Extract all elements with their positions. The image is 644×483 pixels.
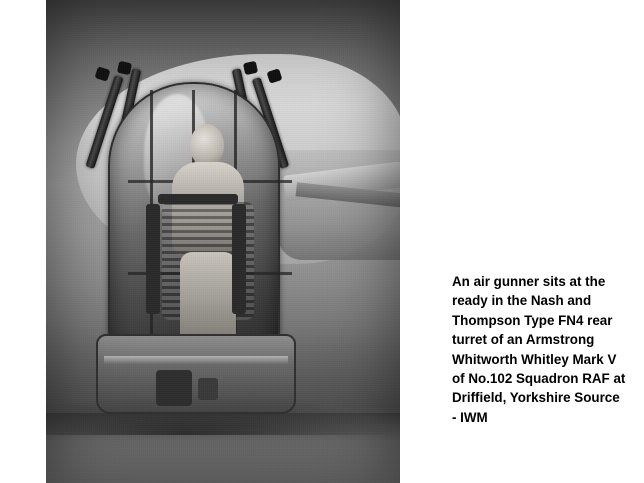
turret-mounting-ring xyxy=(96,334,296,414)
photo-caption: An air gunner sits at the ready in the Nash and Thompson Type FN4 rear turret of an Armstrong Whitworth Whitley Mark V of No.102 Squadron RAF at Driffield, Yorkshire Source - IWM xyxy=(452,274,630,425)
turret-access-panel xyxy=(156,370,192,406)
photograph xyxy=(46,0,400,483)
machine-gun-muzzle-2 xyxy=(117,61,132,75)
turret-fitting xyxy=(198,378,218,400)
gunner-head xyxy=(190,124,224,166)
ammunition-feed-right xyxy=(232,204,246,314)
gun-cradle xyxy=(158,194,238,204)
ammunition-feed-left xyxy=(146,204,160,314)
turret-rotation-ring xyxy=(104,356,288,364)
turret-perspex-dome xyxy=(108,82,280,354)
gunner-legs xyxy=(180,252,236,342)
rear-turret xyxy=(92,82,292,382)
